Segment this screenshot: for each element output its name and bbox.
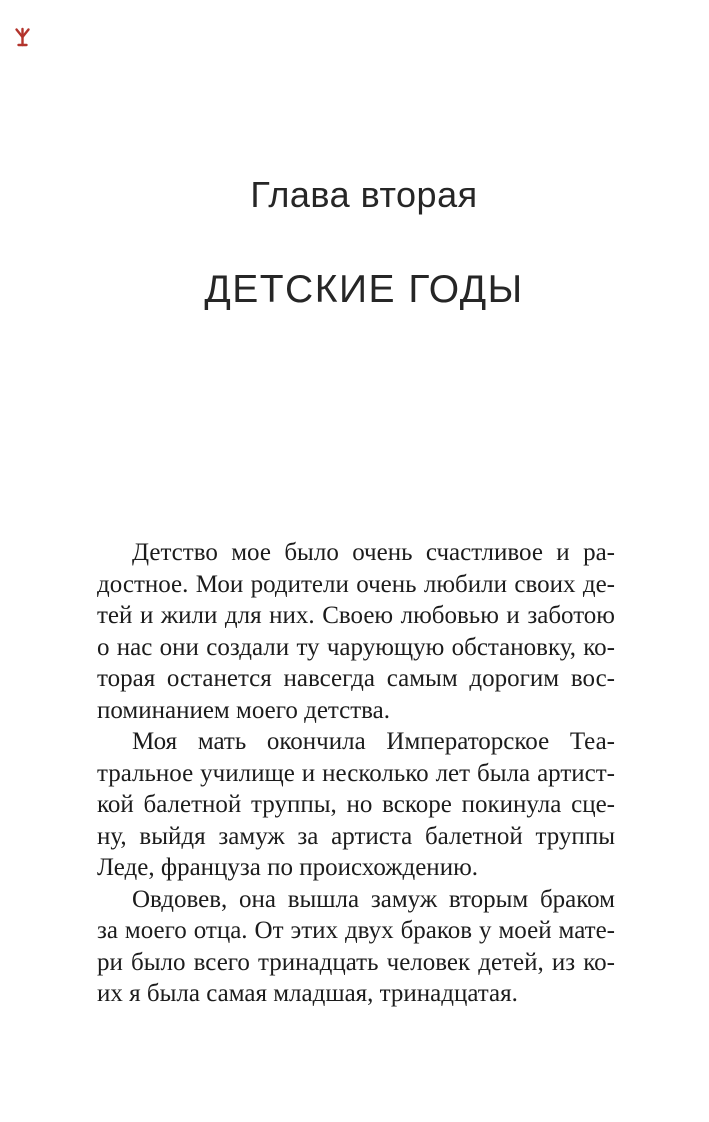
body-line: их я была самая младшая, тринадцатая. [97, 980, 518, 1007]
body-line: поминанием моего детства. [97, 696, 390, 724]
body-line: тей и жили для них. Своею любовью и заботою [97, 602, 615, 629]
body-line: Детство мое было очень счастливое и ра- [132, 539, 615, 566]
body-line: Леде, француза по происхождению. [97, 854, 478, 881]
body-line: Моя мать окончила Императорское Теа- [132, 728, 615, 755]
body-line: ри было всего тринадцать человек детей, из ко- [97, 948, 615, 976]
body-text [97, 537, 615, 1010]
body-line: тральное училище и несколько лет была артист- [97, 759, 615, 787]
body-line: Овдовев, она вышла замуж вторым браком [132, 885, 615, 913]
body-line: за моего отца. От этих двух браков у моей мате- [97, 917, 615, 944]
body-line: о нас они создали ту чарующую обстановку, ко- [97, 633, 615, 661]
chapter-title: ДЕТСКИЕ ГОДЫ [204, 268, 524, 311]
body-line: ну, выйдя замуж за артиста балетной труппы [97, 822, 615, 850]
red-ornament-icon [13, 26, 32, 48]
body-line: кой балетной труппы, но вскоре покинула сце- [97, 791, 615, 818]
chapter-label: Глава вторая [250, 174, 478, 215]
body-line: достное. Мои родители очень любили своих де- [97, 570, 615, 598]
body-line: торая останется навсегда самым дорогим вос- [97, 665, 615, 692]
